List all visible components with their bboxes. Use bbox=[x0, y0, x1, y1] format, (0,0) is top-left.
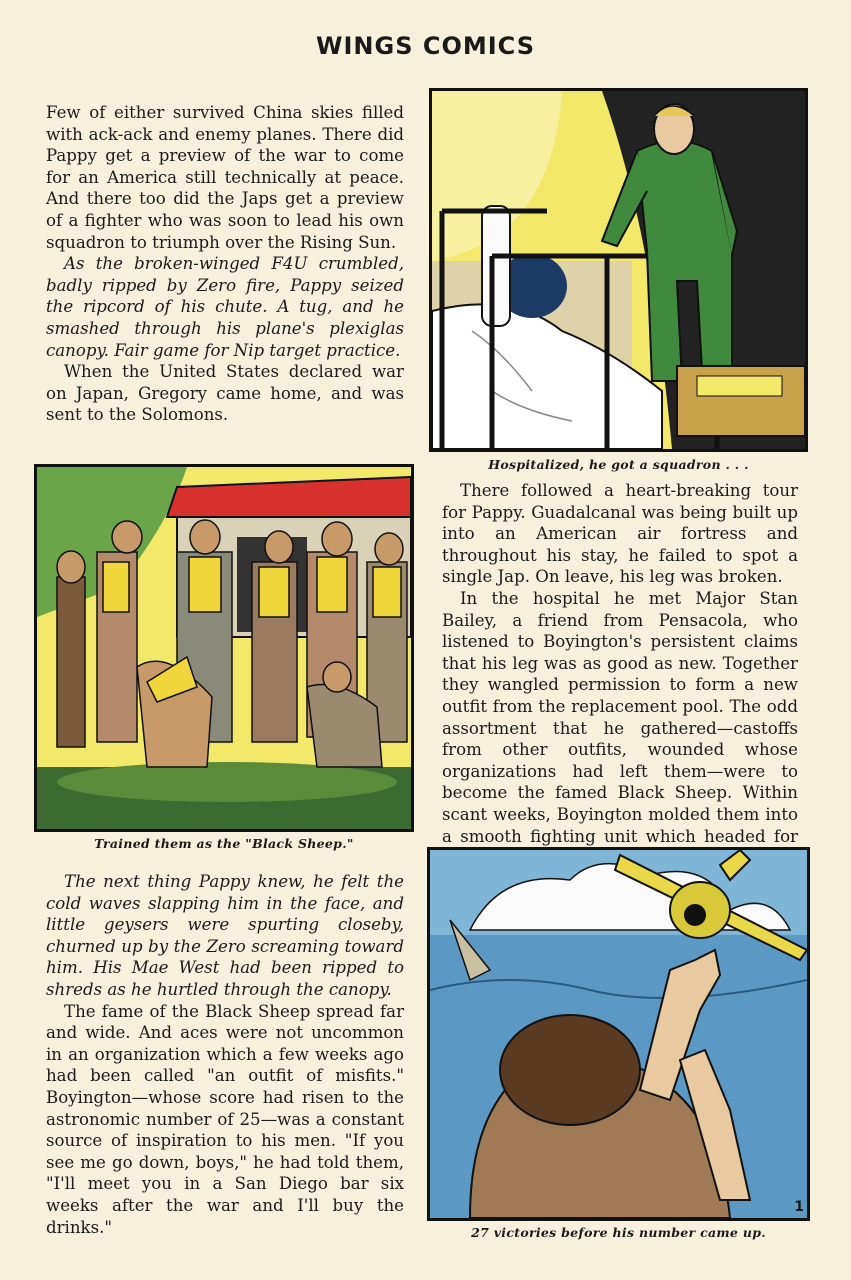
page-number: 1 bbox=[794, 1199, 804, 1215]
paragraph: Few of either survived China skies filled with ack-ack and enemy planes. There did Pappy get a preview of the war to come for an America still technically at peace. And there too did the Japs get a preview of a fighter who was soon to lead his own squadron to triumph over the Rising Sun. bbox=[46, 103, 404, 252]
panel-hospital-caption: Hospitalized, he got a squadron . . . bbox=[488, 457, 749, 472]
text-block-bottom bbox=[46, 871, 404, 1238]
paragraph-italic: As the broken-winged F4U crumbled, badly ripped by Zero fire, Pappy seized the ripcord of his chute. A tug, and he smashed through his plane's plexiglas canopy. Fair game for Nip target practice. bbox=[46, 254, 404, 360]
text-block-top bbox=[46, 102, 404, 426]
panel-hospital bbox=[429, 88, 808, 452]
panel-squadron-caption: Trained them as the "Black Sheep." bbox=[94, 836, 354, 851]
panel-water-caption: 27 victories before his number came up. bbox=[471, 1225, 766, 1240]
paragraph-italic: The next thing Pappy knew, he felt the cold waves slapping him in the face, and little geysers were spurting closeby, churned up by the Zero screaming toward him. His Mae West had been ripped to shreds as he hurtled through the canopy. bbox=[46, 872, 404, 999]
squadron-illustration bbox=[37, 467, 411, 829]
water-illustration bbox=[430, 850, 807, 1218]
text-block-middle bbox=[442, 480, 798, 869]
panel-water bbox=[427, 847, 810, 1221]
paragraph: In the hospital he met Major Stan Bailey, a friend from Pensacola, who listened to Boyington's persistent claims that his leg was as good as new. Together they wangled permission to form a new outfit from the replacement pool. The odd assortment that he gathered—castoffs from other outfits, wounded whose organizations had left them—were to become the famed Black Sheep. Within scant weeks, Boyington molded them into a smooth fighting unit which headed for bbox=[442, 588, 798, 846]
page-header-title: WINGS COMICS bbox=[316, 32, 535, 60]
paragraph: There followed a heart-breaking tour for Pappy. Guadalcanal was being built up into an American air fortress and throughout his stay, he failed to spot a single Jap. On leave, his leg was broken. bbox=[442, 481, 798, 587]
paragraph: When the United States declared war on Japan, Gregory came home, and was sent to the Solomons. bbox=[46, 362, 404, 425]
hospital-illustration bbox=[432, 91, 805, 449]
panel-squadron bbox=[34, 464, 414, 832]
paragraph: The fame of the Black Sheep spread far and wide. And aces were not uncommon in an organization which a few weeks ago had been called "an outfit of misfits." Boyington—whose score had risen to the astronomic number of 25—was a constant source of inspiration to his men. "If you see me go down, boys," he had told them, "I'll meet you in a San Diego bar six weeks after the war and I'll buy the drinks." bbox=[46, 1001, 404, 1237]
